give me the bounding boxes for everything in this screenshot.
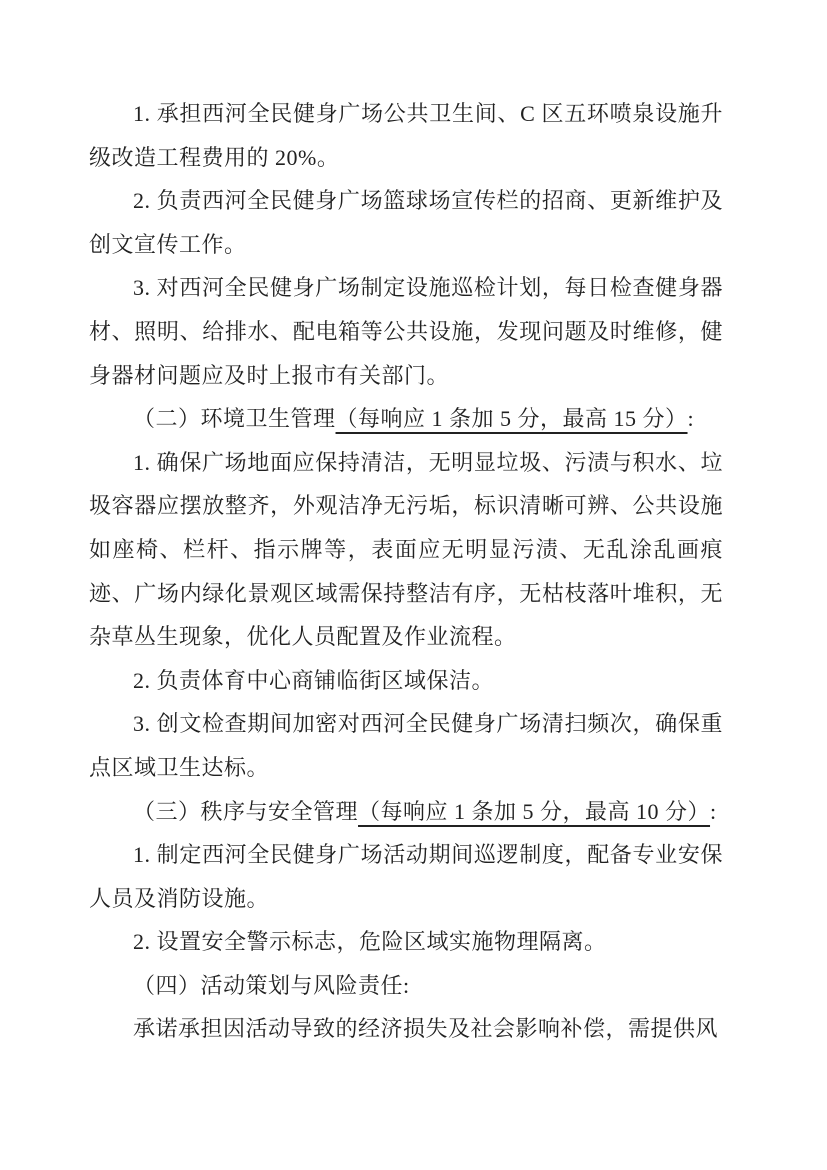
heading-colon: : [710, 798, 717, 824]
heading-title: （四）活动策划与风险责任 [133, 972, 404, 998]
heading-title: （三）秩序与安全管理 [133, 798, 359, 824]
document-content [89, 92, 723, 1051]
paragraph-billboard-maintenance: 2. 负责西河全民健身广场篮球场宣传栏的招商、更新维护及创文宣传工作。 [89, 188, 723, 257]
heading-score-rule: （每响应 1 条加 5 分，最高 10 分） [358, 798, 711, 824]
paragraph-plaza-cleanliness: 1. 确保广场地面应保持清洁，无明显垃圾、污渍与积水、垃圾容器应摆放整齐，外观洁净无污垢，标识清晰可辨、公共设施如座椅、栏杆、指示牌等，表面应无明显污渍、无乱涂乱画痕迹、广场内绿化景观区域需保持整洁有序，无枯枝落叶堆积，无杂草丛生现象，优化人员配置及作业流程。 [89, 449, 723, 650]
section-heading-order-safety [89, 790, 723, 834]
paragraph-inspection-frequency: 3. 创文检查期间加密对西河全民健身广场清扫频次，确保重点区域卫生达标。 [89, 711, 723, 780]
paragraph-patrol-system: 1. 制定西河全民健身广场活动期间巡逻制度，配备专业安保人员及消防设施。 [89, 842, 723, 911]
paragraph-storefront-cleaning: 2. 负责体育中心商铺临街区域保洁。 [133, 667, 495, 693]
heading-colon: : [687, 406, 695, 432]
section-heading-environment-sanitation [89, 397, 723, 441]
section-heading-activity-risk [89, 964, 723, 1008]
heading-score-rule: （每响应 1 条加 5 分，最高 15 分） [335, 406, 688, 432]
paragraph-risk-compensation: 承诺承担因活动导致的经济损失及社会影响补偿，需提供风 [133, 1016, 719, 1042]
paragraph-facility-inspection: 3. 对西河全民健身广场制定设施巡检计划，每日检查健身器材、照明、给排水、配电箱等公共设施，发现问题及时维修，健身器材问题应及时上报市有关部门。 [89, 275, 723, 388]
paragraph-cost-share: 1. 承担西河全民健身广场公共卫生间、C 区五环喷泉设施升级改造工程费用的 20%。 [89, 101, 723, 170]
paragraph-warning-signs: 2. 设置安全警示标志，危险区域实施物理隔离。 [133, 929, 607, 955]
heading-colon: : [403, 972, 410, 998]
heading-title: （二）环境卫生管理 [133, 406, 336, 432]
